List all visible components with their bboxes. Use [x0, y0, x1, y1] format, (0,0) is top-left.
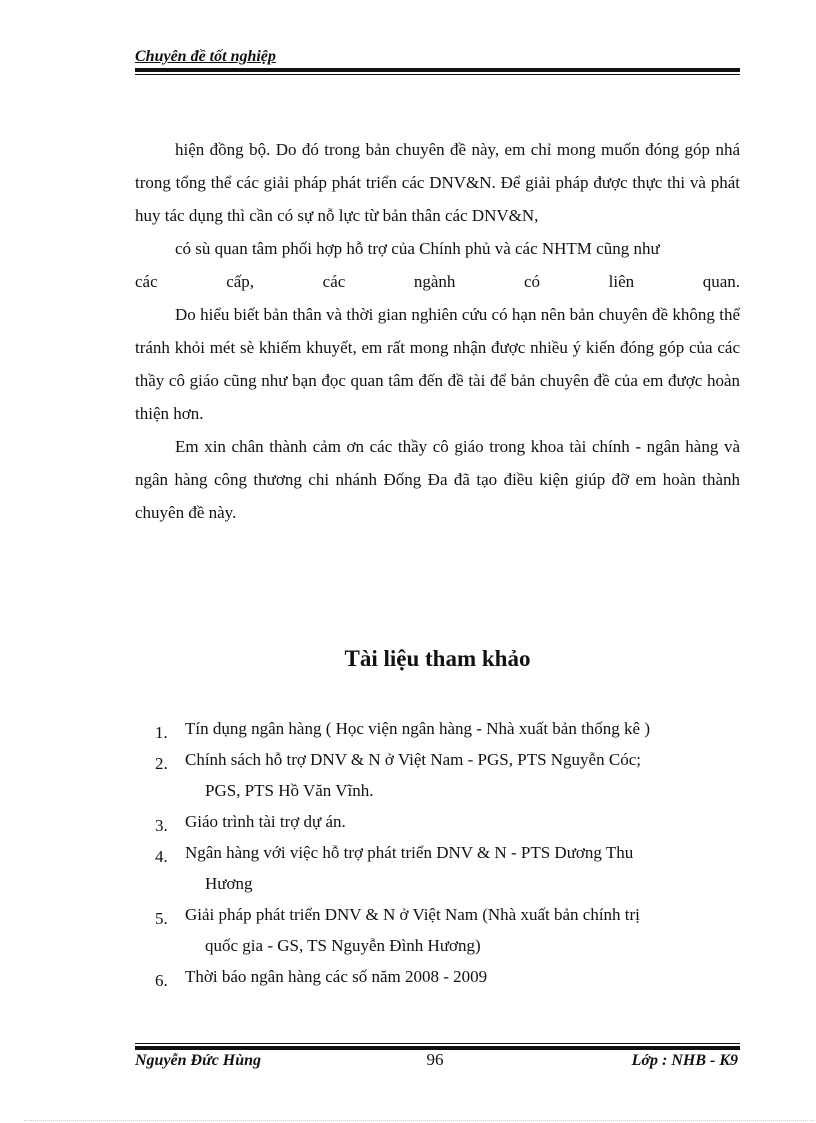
reference-text: Thời báo ngân hàng các số năm 2008 - 2009	[185, 967, 488, 986]
reference-text: Tín dụng ngân hàng ( Học viện ngân hàng - Nhà xuất bản thống kê )	[185, 719, 651, 738]
reference-continuation: PGS, PTS Hồ Văn Vĩnh.	[205, 781, 374, 800]
reference-item	[135, 961, 740, 992]
footer-author: Nguyễn Đức Hùng	[135, 1052, 262, 1069]
page-number: 96	[426, 1050, 444, 1069]
paragraph: hiện đồng bộ. Do đó trong bản chuyên đề này, em chỉ mong muốn đóng góp nhá trong tổng thể các giải pháp phát triển các DNV&N. Để giải pháp được thực thi và phát huy tác dụng thì cần có sự nỗ lực từ bản thân các DNV&N,	[135, 140, 740, 225]
reference-number: 1.	[155, 723, 168, 742]
reference-continuation: Hương	[205, 874, 253, 893]
reference-number: 6.	[155, 971, 168, 990]
reference-item	[135, 713, 740, 744]
reference-text: Ngân hàng với việc hỗ trợ phát triển DNV & N - PTS Dương Thu	[185, 843, 634, 862]
reference-text: Giáo trình tài trợ dự án.	[185, 812, 346, 831]
paragraph: có sù quan tâm phối hợp hỗ trợ của Chính phủ và các NHTM cũng như	[175, 239, 660, 258]
paragraph: Do hiểu biết bản thân và thời gian nghiên cứu có hạn nên bản chuyên đề không thể tránh khỏi mét sè khiếm khuyết, em rất mong nhận được nhiều ý kiến đóng góp của các thầy cô giáo cũng như bạn đọc quan tâm đến đề tài để bản chuyên đề của em được hoàn thiện hơn.	[135, 305, 740, 423]
page-edge	[24, 1120, 814, 1121]
header-title: Chuyên đề tốt nghiệp	[135, 48, 276, 65]
reference-text: Giải pháp phát triển DNV & N ở Việt Nam (Nhà xuất bản chính trị	[185, 905, 640, 924]
reference-item	[135, 837, 740, 899]
reference-number: 5.	[155, 909, 168, 928]
reference-item	[135, 899, 740, 961]
reference-item	[135, 744, 740, 806]
header-rule	[135, 68, 740, 72]
footer-class: Lớp : NHB - K9	[631, 1052, 738, 1069]
header-rule-thin	[135, 74, 740, 75]
paragraph: Em xin chân thành cảm ơn các thầy cô giáo trong khoa tài chính - ngân hàng và ngân hàng công thương chi nhánh Đống Đa đã tạo điều kiện giúp đỡ em hoàn thành chuyên đề này.	[135, 437, 740, 522]
reference-item	[135, 806, 740, 837]
references-list	[135, 713, 740, 992]
references-title: Tài liệu tham khảo	[344, 646, 531, 671]
body-text	[135, 133, 740, 529]
reference-continuation: quốc gia - GS, TS Nguyễn Đình Hương)	[205, 936, 481, 955]
reference-number: 3.	[155, 816, 168, 835]
paragraph: các cấp, các ngành có liên quan.	[135, 272, 740, 291]
reference-text: Chính sách hỗ trợ DNV & N ở Việt Nam - PGS, PTS Nguyễn Cóc;	[185, 750, 641, 769]
reference-number: 4.	[155, 847, 168, 866]
footer-rule-thin	[135, 1043, 740, 1044]
reference-number: 2.	[155, 754, 168, 773]
